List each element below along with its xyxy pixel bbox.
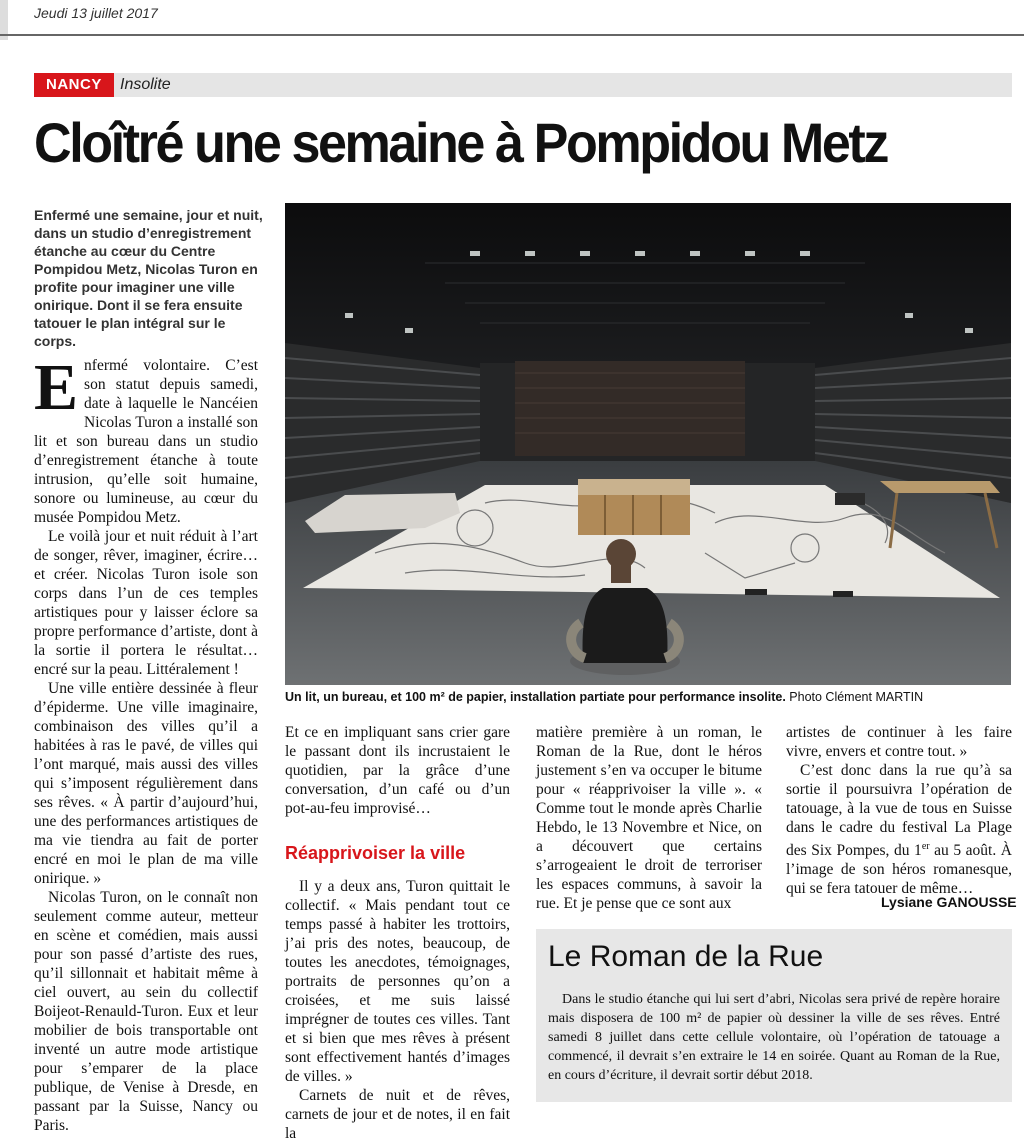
paragraph: Une ville entière dessinée à fleur d’épiderme. Une ville imaginaire, combinaison des villes qu’il a habitées à ras le pavé, de villes qui l’ont marqué, mais aussi des villes qui s’imposent régulièrement dans ses rêves. « À partir d’aujourd’hui, une des performances artistiques de ma vie tiendra au fait de porter encré en moi le plan de ma ville onirique. » bbox=[34, 680, 258, 887]
paragraph bbox=[34, 351, 258, 527]
studio-photo-illustration bbox=[285, 203, 1011, 685]
article-column-1 bbox=[34, 351, 258, 1135]
drop-cap: E bbox=[34, 351, 79, 424]
page-date: Jeudi 13 juillet 2017 bbox=[34, 5, 158, 21]
rubric-bar bbox=[34, 73, 1012, 97]
paragraph-text: au 5 août. À l’image de son héros romanesque, qui se fera tatouer de même… bbox=[786, 842, 1012, 898]
paragraph: Il y a deux ans, Turon quittait le collectif. « Mais pendant tout ce temps passé à habiter les trottoirs, j’ai pris des notes, beaucoup, de toutes les anecdotes, témoignages, portraits de personnes qu’on a croisées, et me suis laissé imprégner de toutes ces villes. Tant et si bien que mes rêves à présent sont effectivement hantés d’images de villes. » bbox=[285, 878, 510, 1085]
paragraph-text: nfermé volontaire. C’est son statut depuis samedi, date à laquelle le Nancéien Nicolas Turon a installé son lit et son bureau dans un studio d’enregistrement étanche à toute intrusion, qu’elle soit humaine, sonore ou lumineuse, au cœur du musée Pompidou Metz. bbox=[34, 357, 258, 526]
paragraph: Le voilà jour et nuit réduit à l’art de songer, rêver, imaginer, écrire… et créer. Nicolas Turon isole son corps dans l’un de ces temples artistiques pour y laisser éclore sa propre performance d’artiste, dont à la sortie il portera le résultat… encré sur la peau. Littéralement ! bbox=[34, 528, 258, 678]
paragraph: Carnets de nuit et de rêves, carnets de jour et de notes, il en fait la bbox=[285, 1087, 510, 1142]
header-rule bbox=[0, 34, 1024, 36]
caption-text: Un lit, un bureau, et 100 m² de papier, installation partiate pour performance insolite. bbox=[285, 690, 786, 704]
superscript: er bbox=[921, 841, 930, 852]
article-column-4 bbox=[786, 723, 1012, 898]
photo-credit: Photo Clément MARTIN bbox=[789, 690, 924, 704]
sidebar-box-title: Le Roman de la Rue bbox=[548, 940, 824, 973]
studio-photo bbox=[285, 203, 1011, 685]
article-column-3 bbox=[536, 723, 762, 913]
sidebar-box-text: Dans le studio étanche qui lui sert d’abri, Nicolas sera privé de repère horaire mais disposera de 100 m² de papier où dessiner la ville de ses rêves. Entré samedi 8 juillet dans cette cellule volontaire, où l’opération de tatouage a commencé, il devrait s’en extraire le 14 en soirée. Quant au Roman de la Rue, en cours d’écriture, il devrait sortir début 2018. bbox=[548, 992, 1000, 1083]
paragraph: Et ce en impliquant sans crier gare le passant dont ils incrustaient le quotidien, par la grâce d’une conversation, d’un café ou d’un pot-au-feu improvisé… bbox=[285, 724, 510, 817]
rubric-tag: NANCY bbox=[34, 73, 114, 97]
rubric-subtag: Insolite bbox=[120, 76, 171, 93]
article-column-2 bbox=[285, 723, 510, 818]
photo-caption bbox=[285, 690, 1011, 704]
paragraph: matière première à un roman, le Roman de la Rue, dont le héros justement s’en va occuper le bitume pour « réapprivoiser la ville ». « Comme tout le monde après Charlie Hebdo, le 13 Novembre et Nice, on a découvert que certains s’arrogeaient le droit de terroriser les espaces communs, à savoir la rue. Et je pense que ce sont aux bbox=[536, 724, 762, 912]
subheading: Réapprivoiser la ville bbox=[285, 843, 466, 863]
article-column-2-cont bbox=[285, 877, 510, 1143]
paragraph: artistes de continuer à les faire vivre, envers et contre tout. » bbox=[786, 724, 1012, 760]
headline: Cloîtré une semaine à Pompidou Metz bbox=[34, 111, 887, 174]
paragraph-text: C’est donc dans la rue qu’à sa sortie il poursuivra l’opération de tatouage, à la vue de tous en Suisse dans le cadre du festival La Plage des Six Pompes, du 1 bbox=[786, 762, 1012, 860]
paragraph bbox=[786, 761, 1012, 898]
lead-paragraph: Enfermé une semaine, jour et nuit, dans un studio d’enregistrement étanche au cœur du Centre Pompidou Metz, Nicolas Turon en profite pour imaginer une ville onirique. Dont il se fera ensuite tatouer le plan intégral sur le corps. bbox=[34, 207, 263, 349]
author-signature: Lysiane GANOUSSE bbox=[881, 894, 1017, 910]
paragraph: Nicolas Turon, on le connaît non seulement comme auteur, metteur en scène et comédien, mais aussi pour son passé d’artiste des rues, qu’il sillonnait et habitait même à ciel ouvert, au sein du collectif Boijeot-Renauld-Turon. Eux et leur mobilier de bois transportable ont inventé un autre mode artistique pour s’emparer de la place publique, de Venise à Dresde, en passant par la Suisse, Nancy ou Paris. bbox=[34, 889, 258, 1134]
